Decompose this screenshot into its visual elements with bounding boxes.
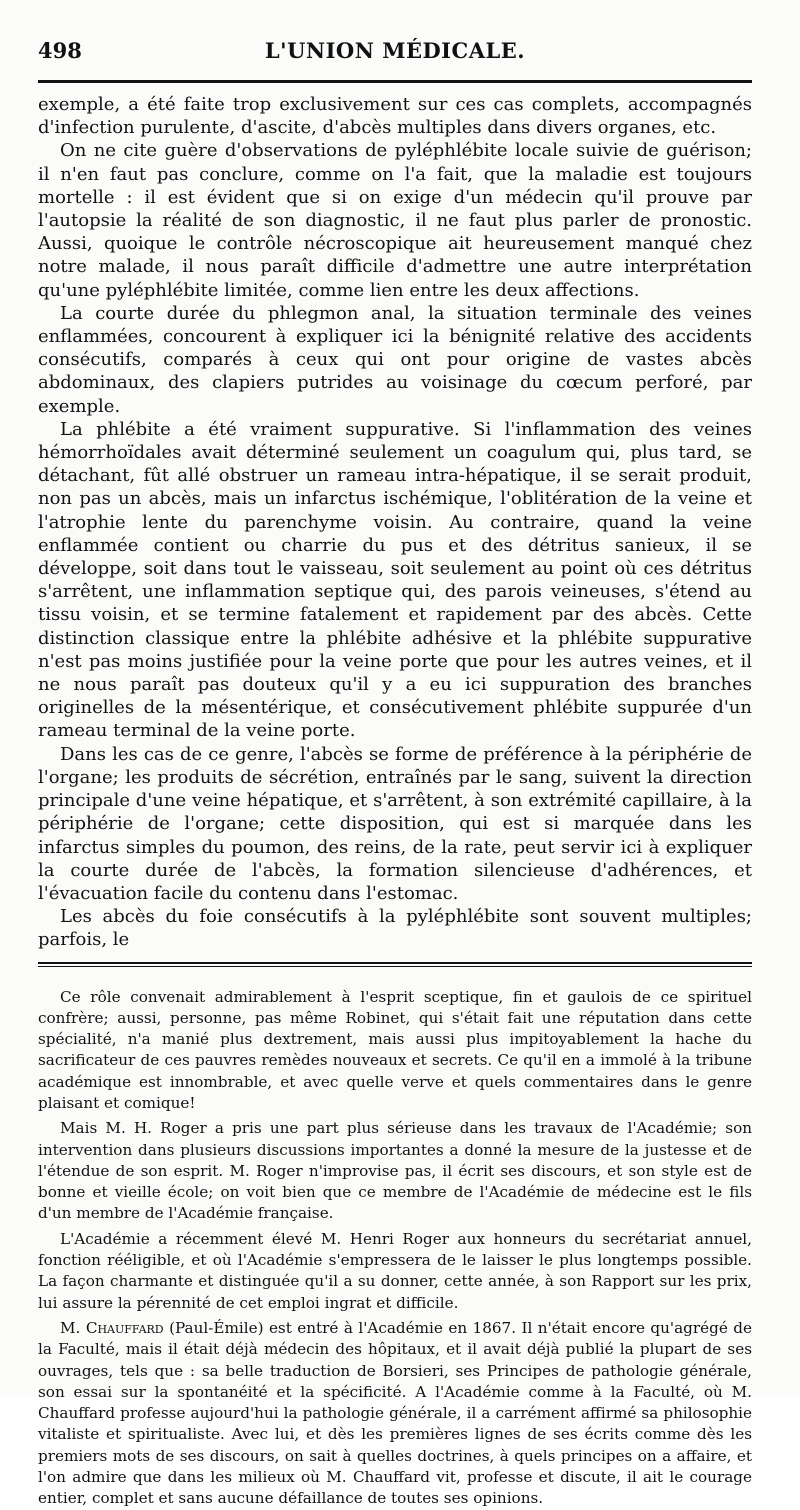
notes-rule	[38, 962, 752, 964]
paragraph: Les abcès du foie consécutifs à la pyléphlébite sont souvent multiples; parfois, le	[38, 906, 752, 951]
main-text	[38, 93, 752, 952]
paragraph: Dans les cas de ce genre, l'abcès se forme de préférence à la périphérie de l'organe; les produits de sécrétion, entraînés par le sang, suivent la direction principale d'une veine hépatique, et s'arrêtent, à son extrémité capillaire, à la périphérie de l'organe; cette disposition, qui est si marquée dans les infarctus simples du poumon, des reins, de la rate, peut servir ici à expliquer la courte durée de l'abcès, la formation silencieuse d'adhérences, et l'évacuation facile du contenu dans l'estomac.	[38, 743, 752, 904]
header-rule	[38, 80, 752, 83]
note-paragraph: L'Académie a récemment élevé M. Henri Roger aux honneurs du secrétariat annuel, fonction rééligible, et où l'Académie s'empressera de le laisser le plus longtemps possible. La façon charmante et distinguée qu'il a su donner, cette année, à son Rapport sur les prix, lui assure la pérennité de cet emploi ingrat et difficile.	[38, 1229, 752, 1312]
note-paragraph: Mais M. H. Roger a pris une part plus sérieuse dans les travaux de l'Académie; son intervention dans plusieurs discussions importantes a donné la mesure de la justesse et de l'étendue de son esprit. M. Roger n'improvise pas, il écrit ses discours, et son style est de bonne et vieille école; on voit bien que ce membre de l'Académie de médecine est le fils d'un membre de l'Académie française.	[38, 1119, 752, 1223]
notes-rule-thin	[38, 966, 752, 967]
running-head: L'UNION MÉDICALE.	[264, 38, 526, 63]
paragraph: La courte durée du phlegmon anal, la situation terminale des veines enflammées, concourent à expliquer ici la bénignité relative des accidents consécutifs, comparés à ceux qui ont pour origine de vastes abcès abdominaux, des clapiers putrides au voisinage du cœcum perforé, par exemple.	[38, 302, 752, 417]
name-prefix: M.	[60, 1318, 86, 1337]
note-paragraph: Ce rôle convenait admirablement à l'esprit sceptique, fin et gaulois de ce spirituel confrère; aussi, personne, pas même Robinet, qui s'était fait une réputation dans cette spécialité, n'a manié plus dextrement, mais aussi plus impitoyablement la hache du sacrificateur de ces pauvres remèdes nouveaux et secrets. Ce qu'il en a immolé à la tribune académique est innombrable, et avec quelle verve et quels commentaires dans le genre plaisant et comique!	[38, 987, 752, 1112]
paragraph: La phlébite a été vraiment suppurative. Si l'inflammation des veines hémorrhoïdales avait déterminé seulement un coagulum qui, plus tard, se détachant, fût allé obstruer un rameau intra-hépatique, il se serait produit, non pas un abcès, mais un infarctus ischémique, l'oblitération de la veine et l'atrophie lente du parenchyme voisin. Au contraire, quand la veine enflammée contient ou charrie du pus et des détritus sanieux, il se développe, soit dans tout le vaisseau, soit seulement au point où ces détritus s'arrêtent, une inflammation septique qui, des parois veineuses, s'étend au tissu voisin, et se termine fatalement et rapidement par des abcès. Cette distinction classique entre la phlébite adhésive et la phlébite suppurative n'est pas moins justifiée pour la veine porte que pour les autres veines, et il ne nous paraît pas douteux qu'il y a eu ici suppuration des branches originelles de la mésentérique, et consécutivement phlébite suppurée d'un rameau terminal de la veine porte.	[38, 418, 752, 742]
note-text: (Paul-Émile) est entré à l'Académie en 1867. Il n'était encore qu'agrégé de la Faculté, mais il était déjà médecin des hôpitaux, et il avait déjà publié la plupart de ses ouvrages, tels que : sa belle traduction de Borsieri, ses Principes de pathologie générale, son essai sur la spontanéité et la spécificité. A l'Académie comme à la Faculté, où M. Chauffard professe aujourd'hui la pathologie générale, il a carrément affirmé sa philosophie vitaliste et spiritualiste. Avec lui, et dès les premières lignes de ses écrits comme dès les premiers mots de ses discours, on sait à quelles doctrines, à quels principes on a affaire, et l'on admire que dans les milieux où M. Chauffard vit, professe et discute, il ait le courage entier, complet et sans aucune défaillance de toutes ses opinions.	[38, 1318, 752, 1508]
paragraph: On ne cite guère d'observations de pyléphlébite locale suivie de guérison; il n'en faut pas conclure, comme on l'a fait, que la maladie est toujours mortelle : il est évident que si on exige d'un médecin qu'il prouve par l'autopsie la réalité de son diagnostic, il ne faut plus parler de pronostic. Aussi, quoique le contrôle nécroscopique ait heureusement manqué chez notre malade, il nous paraît difficile d'admettre une autre interprétation qu'une pyléphlébite limitée, comme lien entre les deux affections.	[38, 140, 752, 301]
paragraph: exemple, a été faite trop exclusivement sur ces cas complets, accompagnés d'infection purulente, d'ascite, d'abcès multiples dans divers organes, etc.	[38, 94, 752, 139]
page-number: 498	[38, 38, 82, 63]
note-paragraph-chauffard	[38, 1318, 752, 1510]
feuilleton-notes	[38, 987, 752, 1510]
page-header	[38, 38, 752, 72]
author-name: Chauffard	[85, 1318, 164, 1337]
